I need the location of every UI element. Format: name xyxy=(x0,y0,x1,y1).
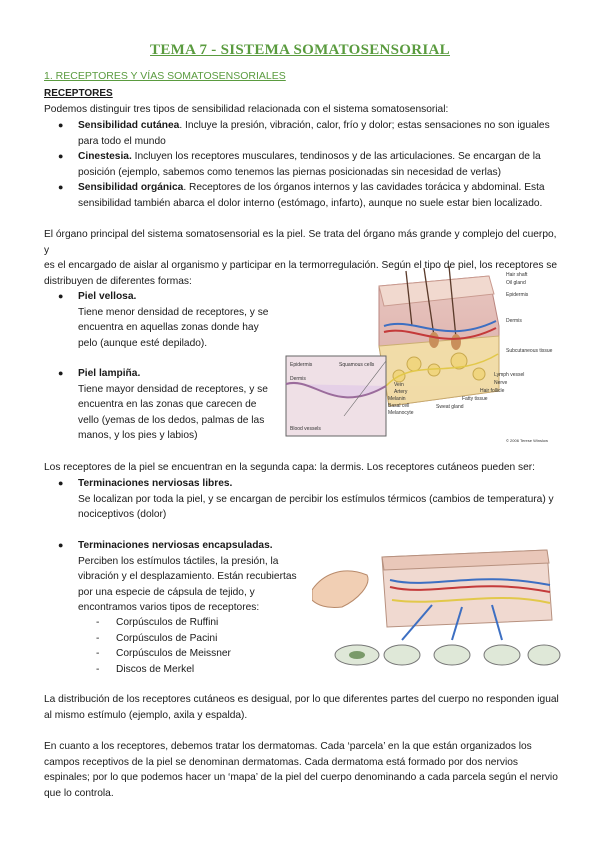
page-title: TEMA 7 - SISTEMA SOMATOSENSORIAL xyxy=(150,42,450,58)
figure-label: Artery xyxy=(394,389,408,395)
list-item: ● Cinestesia. Incluyen los receptores musculares, tendinosos y de las articulaciones. Se encargan de la posición (ejemplo, sabemos como tenemos las piernas posicionadas sin necesidad de verlas) xyxy=(58,151,541,178)
figure-label: Subcutaneous tissue xyxy=(506,348,553,354)
figure-label: Vein xyxy=(394,382,404,388)
figure-label: Dermis xyxy=(290,376,306,382)
dermis-paragraph: Los receptores de la piel se encuentran en la segunda capa: la dermis. Los receptores cutáneos pueden ser: xyxy=(44,462,536,473)
figure-label: Epidermis xyxy=(290,362,313,368)
figure-label: Squamous cells xyxy=(339,362,375,368)
figure-label: Nerve xyxy=(494,380,508,386)
bullet-icon: ● xyxy=(58,540,64,550)
intro-paragraph: Podemos distinguir tres tipos de sensibilidad relacionada con el sistema somatosensorial: xyxy=(44,104,449,115)
figure-label: Sweat gland xyxy=(436,404,464,410)
figure-label: Fatty tissue xyxy=(462,396,488,402)
bullet-icon: ● xyxy=(58,182,64,192)
skin-anatomy-figure xyxy=(284,266,564,446)
list-item: ● Sensibilidad cutánea. Incluye la presión, vibración, calor, frío y dolor; estas sensaciones no son iguales para todo el mundo xyxy=(58,120,550,147)
figure-label: Epidermis xyxy=(506,292,529,298)
bullet-icon: ● xyxy=(58,291,64,301)
subsection-heading: RECEPTORES xyxy=(44,88,113,99)
bullet-icon: ● xyxy=(58,368,64,378)
distribution-paragraph: La distribución de los receptores cutáneos es desigual, por lo que diferentes partes del cuerpo no responden igual al mismo estímulo (ejemplo, axila y espalda). xyxy=(44,694,559,721)
skin-paragraph: El órgano principal del sistema somatosensorial es la piel. Se trata del órgano más grande y complejo del cuerpo, y es el encargado de aislar al organismo y participar en la termorregulación. Según el tipo de piel, los receptores se distribuyen de diferentes formas: xyxy=(44,229,558,287)
section-heading: 1. RECEPTORES Y VÍAS SOMATOSENSORIALES xyxy=(44,70,286,82)
list-item: ● Sensibilidad orgánica. Receptores de los órganos internos y las cavidades torácica y abdominal. Esta sensibilidad también abarca el dolor interno (estómago, infarto), aunque no suele estar bien localizado. xyxy=(58,182,545,209)
figure-label: Dermis xyxy=(506,318,522,324)
figure-label: Blood vessels xyxy=(290,426,321,432)
figure-label: Basal cell xyxy=(388,403,410,409)
bullet-icon: ● xyxy=(58,120,64,130)
figure-label: Melanocyte xyxy=(388,410,414,416)
figure-label: Hair follicle xyxy=(480,388,505,394)
figure-credit: © 2006 Terese Winslow xyxy=(506,438,549,443)
figure-label: Hair shaft xyxy=(506,272,528,278)
figure-label: Melanin xyxy=(388,396,406,402)
receptors-figure xyxy=(312,545,562,673)
dermatomes-paragraph: En cuanto a los receptores, debemos tratar los dermatomas. Cada ‘parcela’ en la que están organizados los campos receptivos de la piel se denominan dermatomas. Cada dermatoma está formado por dos nervios espinales; por lo que podemos hacer un ‘mapa’ de la piel del cuerpo denominando a cada parcela según el nervio que lo controla. xyxy=(44,741,558,799)
bullet-icon: ● xyxy=(58,151,64,161)
figure-label: Lymph vessel xyxy=(494,372,525,378)
figure-label: Oil gland xyxy=(506,280,526,286)
bullet-icon: ● xyxy=(58,478,64,488)
